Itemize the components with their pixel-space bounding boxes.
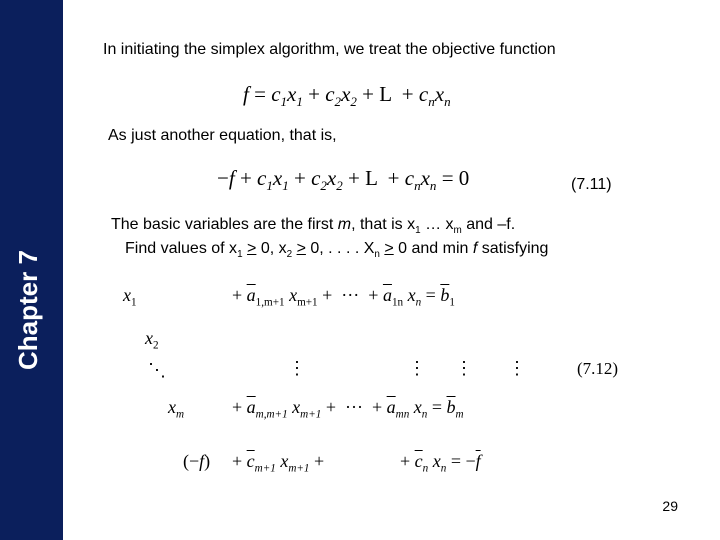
equation-number-7-12: (7.12) bbox=[577, 359, 619, 378]
equation-number-7-11: (7.11) bbox=[571, 176, 612, 193]
intro-line-4: Find values of $x_1 > 0$, $x_2 > 0$, . . . . $X_n > 0$ and min f satisfying bbox=[125, 240, 549, 261]
intro-line-3: The basic variables are the first m, that is $x_1$ … $x_m$ and –f. bbox=[111, 216, 516, 237]
chapter-sidebar bbox=[0, 0, 63, 540]
page-number: 29 bbox=[662, 498, 678, 514]
chapter-label: Chapter 7 bbox=[13, 250, 43, 370]
objective-function-equation: $f = c_1x_1 + c_2x_2 + L + c_nx_n$ bbox=[243, 82, 451, 110]
intro-line-1: In initiating the simplex algorithm, we treat the objective function bbox=[103, 41, 556, 58]
intro-line-2: As just another equation, that is, bbox=[108, 127, 337, 144]
objective-equation-rearranged: $-f + c_1x_1 + c_2x_2 + L + c_nx_n = 0$ bbox=[217, 166, 470, 194]
